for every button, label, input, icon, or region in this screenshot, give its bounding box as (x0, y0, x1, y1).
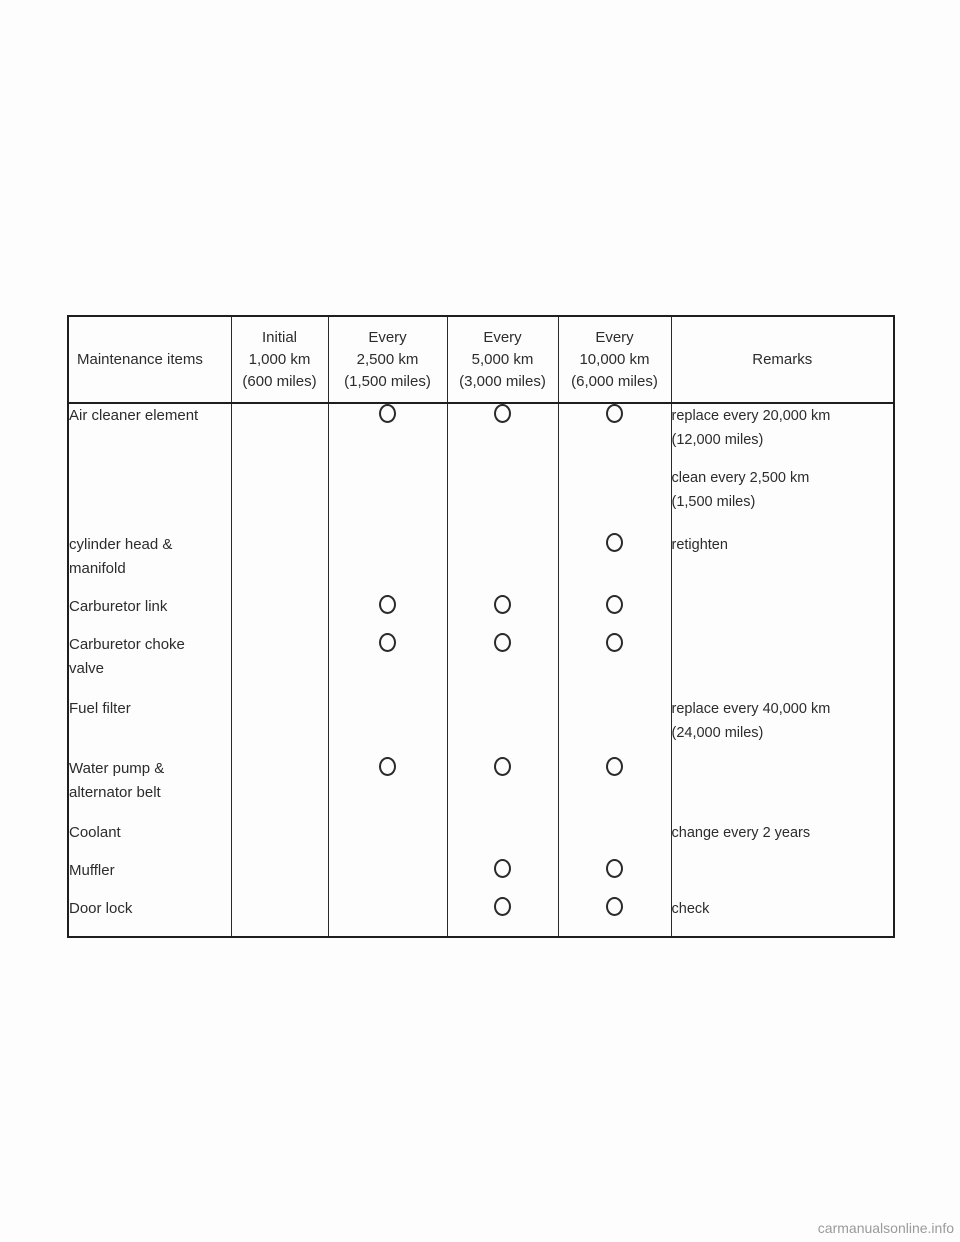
interval-cell-every-5000 (447, 697, 558, 757)
interval-cell-every-10000 (558, 897, 671, 937)
circle-mark-icon (494, 757, 511, 776)
remarks-cell (671, 595, 894, 633)
circle-mark-icon (606, 859, 623, 878)
circle-mark-icon (494, 595, 511, 614)
table-row (68, 821, 894, 859)
interval-cell-every-2500 (328, 533, 447, 595)
interval-cell-every-5000 (447, 859, 558, 897)
remark-text: check (671, 901, 710, 917)
interval-cell-every-10000 (558, 633, 671, 697)
remark-text: (12,000 miles) (671, 432, 764, 448)
maintenance-item-cell (68, 897, 231, 937)
remark-text: retighten (671, 537, 728, 553)
maintenance-item-cell (68, 821, 231, 859)
interval-cell-every-10000 (558, 821, 671, 859)
remark-spacer (672, 452, 894, 466)
table-body (68, 403, 894, 937)
table-header (68, 316, 894, 403)
circle-mark-icon (379, 404, 396, 423)
remarks-cell (671, 859, 894, 897)
interval-cell-every-2500 (328, 697, 447, 757)
remark-text: (24,000 miles) (671, 725, 764, 741)
remarks-cell (671, 633, 894, 697)
circle-mark-icon (606, 757, 623, 776)
interval-cell-every-10000 (558, 697, 671, 757)
maintenance-item-cell (68, 595, 231, 633)
maintenance-item-label: Muffler (69, 862, 115, 879)
remarks-cell (671, 821, 894, 859)
maintenance-item-label: Fuel filter (69, 700, 131, 717)
header-remarks: Remarks (671, 316, 894, 403)
interval-cell-every-2500 (328, 595, 447, 633)
interval-cell-initial (231, 595, 328, 633)
table-row (68, 403, 894, 533)
interval-cell-every-10000 (558, 859, 671, 897)
remarks-cell (671, 533, 894, 595)
table-row (68, 595, 894, 633)
interval-cell-initial (231, 821, 328, 859)
maintenance-item-label: cylinder head & (69, 536, 173, 553)
circle-mark-icon (606, 595, 623, 614)
interval-cell-every-5000 (447, 633, 558, 697)
circle-mark-icon (379, 757, 396, 776)
remarks-cell (671, 757, 894, 821)
maintenance-item-label: Carburetor link (69, 598, 168, 615)
interval-cell-every-2500 (328, 821, 447, 859)
header-initial: Initial 1,000 km (600 miles) (231, 316, 328, 403)
header-row (68, 316, 894, 403)
interval-cell-initial (231, 757, 328, 821)
remark-text: (1,500 miles) (671, 494, 756, 510)
interval-cell-every-2500 (328, 757, 447, 821)
remark-text: replace every 20,000 km (671, 408, 831, 424)
interval-cell-initial (231, 403, 328, 533)
maintenance-item-cell (68, 697, 231, 757)
maintenance-schedule-table (67, 315, 895, 938)
maintenance-item-label: Carburetor choke (69, 636, 185, 653)
interval-cell-every-5000 (447, 757, 558, 821)
table-row (68, 633, 894, 697)
maintenance-item-label: valve (69, 660, 105, 677)
interval-cell-every-2500 (328, 897, 447, 937)
remarks-cell (671, 897, 894, 937)
maintenance-item-cell (68, 533, 231, 595)
circle-mark-icon (494, 633, 511, 652)
header-every-2500: Every 2,500 km (1,500 miles) (328, 316, 447, 403)
maintenance-item-label: Air cleaner element (69, 407, 199, 424)
remark-text: replace every 40,000 km (671, 701, 831, 717)
maintenance-item-cell (68, 859, 231, 897)
interval-cell-initial (231, 859, 328, 897)
maintenance-item-label: Door lock (69, 900, 133, 917)
interval-cell-initial (231, 897, 328, 937)
interval-cell-initial (231, 533, 328, 595)
maintenance-item-cell (68, 633, 231, 697)
interval-cell-every-5000 (447, 403, 558, 533)
maintenance-item-label: alternator belt (69, 784, 161, 801)
circle-mark-icon (379, 595, 396, 614)
header-every-10000: Every 10,000 km (6,000 miles) (558, 316, 671, 403)
interval-cell-every-2500 (328, 403, 447, 533)
circle-mark-icon (494, 897, 511, 916)
remark-text: change every 2 years (671, 825, 811, 841)
watermark-text: carmanualsonline.info (817, 1220, 954, 1236)
interval-cell-every-10000 (558, 403, 671, 533)
circle-mark-icon (606, 897, 623, 916)
maintenance-item-label: Water pump & (69, 760, 165, 777)
circle-mark-icon (494, 859, 511, 878)
remarks-cell (671, 403, 894, 533)
remarks-cell (671, 697, 894, 757)
circle-mark-icon (606, 404, 623, 423)
table-row (68, 897, 894, 937)
circle-mark-icon (379, 633, 396, 652)
interval-cell-initial (231, 633, 328, 697)
interval-cell-every-5000 (447, 595, 558, 633)
interval-cell-every-2500 (328, 859, 447, 897)
header-every-5000: Every 5,000 km (3,000 miles) (447, 316, 558, 403)
interval-cell-every-5000 (447, 897, 558, 937)
interval-cell-every-5000 (447, 533, 558, 595)
interval-cell-every-2500 (328, 633, 447, 697)
header-maintenance-items: Maintenance items (68, 316, 231, 403)
interval-cell-initial (231, 697, 328, 757)
table-row (68, 697, 894, 757)
table-row (68, 859, 894, 897)
table-row (68, 757, 894, 821)
circle-mark-icon (606, 533, 623, 552)
circle-mark-icon (494, 404, 511, 423)
interval-cell-every-5000 (447, 821, 558, 859)
interval-cell-every-10000 (558, 533, 671, 595)
maintenance-item-cell (68, 403, 231, 533)
interval-cell-every-10000 (558, 595, 671, 633)
remark-text: clean every 2,500 km (671, 470, 810, 486)
maintenance-item-cell (68, 757, 231, 821)
maintenance-item-label: Coolant (69, 824, 121, 841)
maintenance-item-label: manifold (69, 560, 126, 577)
table-row (68, 533, 894, 595)
interval-cell-every-10000 (558, 757, 671, 821)
circle-mark-icon (606, 633, 623, 652)
